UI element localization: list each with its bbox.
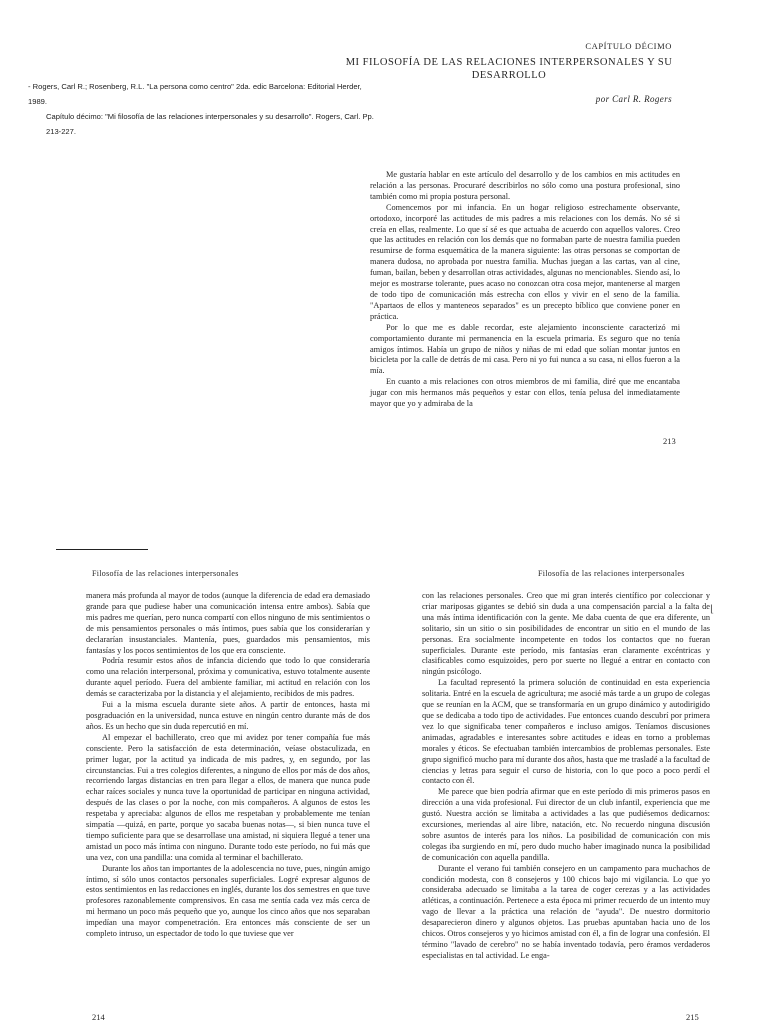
- body-paragraph: Comencemos por mi infancia. En un hogar religioso estrechamente observante, ortodoxo, incorporé las actitudes de mis padres a mis relaciones con los demás. No sé si creía en ellas, realmente. Lo que sí sé es que actuaba de acuerdo con aquellos valores. Creo que las actitudes en relación con los demás que no formaban parte de nuestra familia pueden resumirse de forma esquemática de la manera siguiente: las otras personas se comportan de manera dudosa, no aprobada por nuestra familia. Muchas juegan a las cartas, van al cine, fuman, bailan, beben y desarrollan otras actividades, algunas no mencionables. Siendo así, lo mejor es mostrarse tolerante, pues acaso no conozcan otra cosa mejor, mantenerse al margen de todo tipo de comunicación más estrecha con ellos y vivir en el seno de la familia. "Apartaos de ellos y manteneos separados" es un precepto bíblico que conviene poner en práctica.: [370, 202, 680, 321]
- body-paragraph: Fui a la misma escuela durante siete años. A partir de entonces, hasta mi posgraduación en la universidad, nunca estuve en ningún centro durante más de dos años. Es un hecho que sin duda repercutió en mí.: [86, 700, 370, 731]
- body-paragraph: Me parece que bien podría afirmar que en este período di mis primeros pasos en dirección a una vida profesional. Fui director de un club infantil, experiencia que me gustó. Nuestra acción se limitaba a actividades a las que pudiésemos dedicarnos: excursiones, meriendas al aire libre, natación, etc. No recuerdo ninguna discusión sobre asuntos de interés para los niños. La posibilidad de comunicación con mis colegas iba surgiendo en mí, pero dudo mucho haber imaginado nunca la posibilidad de comunicación con aquella pandilla.: [422, 787, 710, 862]
- margin-mark: ⌊: [710, 604, 714, 615]
- page-number: 213: [663, 436, 676, 446]
- running-head-right: Filosofía de las relaciones interpersonales: [538, 569, 685, 578]
- body-paragraph: La facultad representó la primera solución de continuidad en esta experiencia solitaria. Entré en la escuela de agricultura; me asocié más tarde a un grupo de colegas que se reunían en la ACM, que se transformaría en un grupo dinámico y autodirigido que se dedicaba a todo tipo de actividades. Fue entonces cuando descubrí por primera vez lo que significaba tener compañeros e incluso amigos. Teníamos discusiones animadas, agradables e interesantes sobre actitudes e ideas en torno a problemas morales y éticos. Se efectuaban también intercambios de problemas personales. Este grupo significó mucho para mí durante dos años, hasta que me trasladé a la facultad de ciencias y letras para seguir el curso de historia, con lo que poco a poco perdí el contacto con él.: [422, 678, 710, 786]
- body-paragraph: Me gustaría hablar en este artículo del desarrollo y de los cambios en mis actitudes en relación a las personas. Procuraré describirlos no sólo como una postura profesional, sino también como mi propia postura personal.: [370, 170, 680, 201]
- body-paragraph: Al empezar el bachillerato, creo que mi avidez por tener compañía fue más consciente. Pero la satisfacción de esta determinación, veíase obstaculizada, en primer lugar, por la actitud ya indicada de mis padres, y, en segundo, por las circunstancias. Fui a tres colegios diferentes, a ninguno de ellos por más de dos años, recorriendo largas distancias en tren para llegar a ellos, de manera que nunca pude echar raíces sociales y nunca tuve la oportunidad de participar en ninguna actividad, después de las clases o por la noche, con mis compañeros. A algunos de estos les respetaba y apreciaba: algunos de ellos me respetaban y probablemente me tenían simpatía —quizá, en parte, porque yo sacaba buenas notas—, si bien nunca tuve el tiempo suficiente para que se desarrollase una amistad, ni siquiera llegué a tener una amistad un poco más íntima con ninguno. Durante todo este período, no fui más que una vez, con una pandilla: una comida al terminar el bachillerato.: [86, 732, 370, 862]
- body-paragraph: Durante los años tan importantes de la adolescencia no tuve, pues, ningún amigo íntimo, sí sólo unos contactos personales superficiales. Logré expresar algunos de estos sentimientos en las redacciones en inglés, durante los dos semestres en que tuve profesores razonablemente comprensivos. En casa me sentía cada vez más cerca de mi hermano un poco más pequeño que yo, aunque los cinco años que nos separaban impedían una mayor compenetración. Era entonces más consciente de ser un completo intruso, un espectador de todo lo que tuviese que ver: [86, 863, 370, 939]
- body-paragraph: con las relaciones personales. Creo que mi gran interés científico por coleccionar y criar mariposas gigantes se debió sin duda a una compensación parcial a la falta de una más íntima identificación con la gente. Me daba cuenta de que era diferente, un solitario, sin un sitio o sin posibilidades de encontrar un sitio en el mundo de las personas. Era socialmente incompetente en todos los contactos que no fueran superficiales. Durante este período, mis fantasías eran claramente excéntricas y clasificables como esquizoides, pero por suerte no llegué a entrar en contacto con ningún psicólogo.: [422, 591, 710, 677]
- divider-rule: [56, 549, 148, 550]
- chapter-author: por Carl R. Rogers: [595, 94, 672, 104]
- chapter-title: MI FILOSOFÍA DE LAS RELACIONES INTERPERSONALES Y SU DESARROLLO: [345, 57, 673, 81]
- body-paragraph: manera más profunda al mayor de todos (aunque la diferencia de edad era demasiado grande para que pudiese haber una comunicación intensa entre ambos). Sabía que mis padres me querían, pero nunca compartí con ellos ninguno de mis sentimientos o de mis pensamientos personales o más íntimos, pues sabía que los considerarían y declararían insustanciales. Mantenía, pues, guardados mis pensamientos, mis fantasías y los pocos sentimientos de los que era consciente.: [86, 591, 370, 655]
- page-number: 214: [92, 1012, 105, 1022]
- page-215-body: [422, 591, 710, 962]
- citation-line-2: Capítulo décimo: "Mi filosofía de las relaciones interpersonales y su desarrollo". Rogers, Carl. Pp. 213-227.: [46, 112, 374, 136]
- running-head-left: Filosofía de las relaciones interpersonales: [92, 569, 239, 578]
- citation-line-1: - Rogers, Carl R.; Rosenberg, R.L. "La persona como centro" 2da. edic Barcelona: Editorial Herder, 1989.: [28, 82, 362, 106]
- body-paragraph: Durante el verano fui también consejero en un campamento para muchachos de condición modesta, con 8 consejeros y 100 chicos bajo mi vigilancia. Lo que yo consideraba adecuado se limitaba a la tarea de coger cerezas y a las actividades atléticas, a continuación. Pertenece a esta época mi primer recuerdo de un intento muy vago de llevar a la práctica una relación de "ayuda". De nuestro dormitorio desaparecieron dinero y algunos objetos. Las pruebas apuntaban hacia uno de los chicos. Otros consejeros y yo hicimos amistad con él, a fin de lograr una confesión. El término "lavado de cerebro" no se había inventado todavía, pero éramos verdaderos especialistas en tal actividad. Le enga-: [422, 863, 710, 960]
- page-number: 215: [686, 1012, 699, 1022]
- body-paragraph: Podría resumir estos años de infancia diciendo que todo lo que consideraría como una relación interpersonal, próxima y comunicativa, estuvo totalmente ausente durante aquel período. Fuera del ambiente familiar, mi actitud en relación con los demás se caracterizaba por la distancia y el alejamiento, recibidos de mis padres.: [86, 656, 370, 699]
- page-214-body: [86, 591, 370, 940]
- bibliographic-citation: [28, 79, 378, 139]
- page-213-body: [370, 170, 680, 410]
- body-paragraph: Por lo que me es dable recordar, este alejamiento inconsciente caracterizó mi comportamiento durante mi permanencia en la escuela primaria. Es seguro que no tenía amigos íntimos. Había un grupo de niños y niñas de mi edad que solían montar juntos en bicicleta por la calle de detrás de mi casa. Pero ni yo fui nunca a su casa, ni ellos fueron a la mía.: [370, 322, 680, 376]
- chapter-label: CAPÍTULO DÉCIMO: [585, 41, 672, 51]
- body-paragraph: En cuanto a mis relaciones con otros miembros de mi familia, diré que me encantaba jugar con mis hermanos más pequeños y estar con ellos, tenía pelusa del inmediatamente mayor que yo y admiraba de la: [370, 377, 680, 409]
